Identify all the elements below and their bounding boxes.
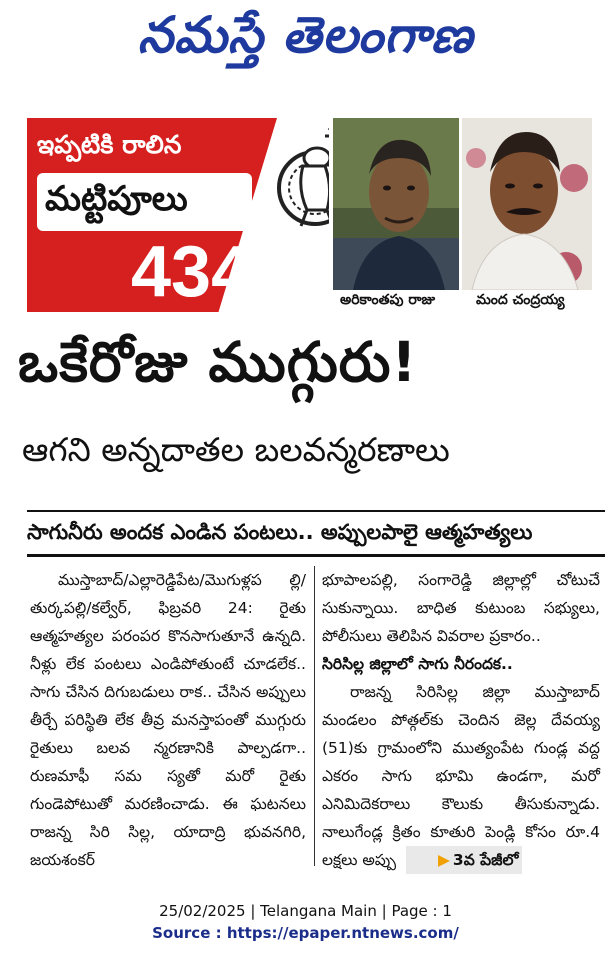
article-column-1 xyxy=(30,566,306,874)
continued-on-page[interactable] xyxy=(406,846,522,874)
sub-headline: ఆగని అన్నదాతల బలవన్మరణాలు xyxy=(22,430,450,469)
article-paragraph: ముస్తాబాద్/ఎల్లారెడ్డిపేట/మొగుళ్లప ల్లి/తుర్కపల్లి/కల్వేర్, ఫిబ్రవరి 24: రైతు ఆత్మహత్యల పరంపర కొనసాగుతూనే ఉన్నది. నీళ్లు లేక పంటలు ఎండిపోతుంటే చూడలేక.. సాగు చేసిన దిగుబడులు రాక.. చేసిన అప్పులు తీర్చే పరిస్థితి లేక తీవ్ర మనస్తాపంతో ముగ్గురు రైతులు బలవ న్మరణానికి పాల్పడగా.. రుణమాఫీ సమ స్యతో మరో రైతు గుండెపోటుతో మరణించాడు. ఈ ఘటనలు రాజన్న సిరి సిల్ల, యాదాద్రి భువనగిరి, జయశంకర్ xyxy=(30,571,306,869)
photo-arikanthapu-raju xyxy=(333,118,459,290)
article-subheading: సిరిసిల్ల జిల్లాలో సాగు నీరందక.. xyxy=(322,655,513,673)
masthead xyxy=(0,0,611,78)
farmer-illustration-icon xyxy=(267,118,329,238)
photo-caption: అరికాంతపు రాజు xyxy=(340,292,435,308)
continued-label: 3వ పేజీలో xyxy=(452,851,519,869)
article-paragraph: భూపాలపల్లి, సంగారెడ్డి జిల్లాల్లో చోటుచే సుకున్నాయి. బాధిత కుటుంబ సభ్యులు, పోలీసులు తెలిపిన వివరాల ప్రకారం.. xyxy=(322,571,600,645)
column-divider xyxy=(314,566,315,866)
banner-label-line2: మట్టిపూలు xyxy=(37,173,252,231)
death-count: 434 xyxy=(131,232,252,312)
kicker-headline: సాగునీరు అందక ఎండిన పంటలు.. అప్పులపాలై ఆత్మహత్యలు xyxy=(27,520,533,544)
newspaper-title: నమస్తే తెలంగాణ xyxy=(137,6,474,64)
article-paragraph-text: రాజన్న సిరిసిల్ల జిల్లా ముస్తాబాద్ మండలం పోత్గల్‌కు చెందిన జెల్ల దేవయ్య (51)కు గ్రామంలోని ముత్యంపేట గుండ్ల వద్ద ఎకరం సాగు భూమి ఉండగా, మరో ఎనిమిదెకరాలు కౌలుకు తీసుకున్నాడు. నాలుగేండ్ల క్రితం కూతురి పెండ్లి కోసం రూ.4 లక్షలు అప్పు xyxy=(322,683,600,869)
banner-label-line1: ఇప్పటికి రాలిన xyxy=(37,130,182,159)
source-link[interactable]: Source : https://epaper.ntnews.com/ xyxy=(152,924,459,942)
photo-caption: మంద చంద్రయ్య xyxy=(476,292,565,308)
death-count-banner xyxy=(27,118,329,312)
divider xyxy=(27,554,605,557)
main-headline: ఒకేరోజు ముగ్గురు! xyxy=(18,330,418,394)
article-paragraph-2 xyxy=(322,678,600,874)
edition-info: 25/02/2025 | Telangana Main | Page : 1 xyxy=(159,902,452,920)
play-arrow-icon: ▶ xyxy=(438,851,450,869)
divider xyxy=(27,510,605,512)
photo-manda-chandraiah xyxy=(462,118,592,290)
article-column-2 xyxy=(322,566,600,874)
